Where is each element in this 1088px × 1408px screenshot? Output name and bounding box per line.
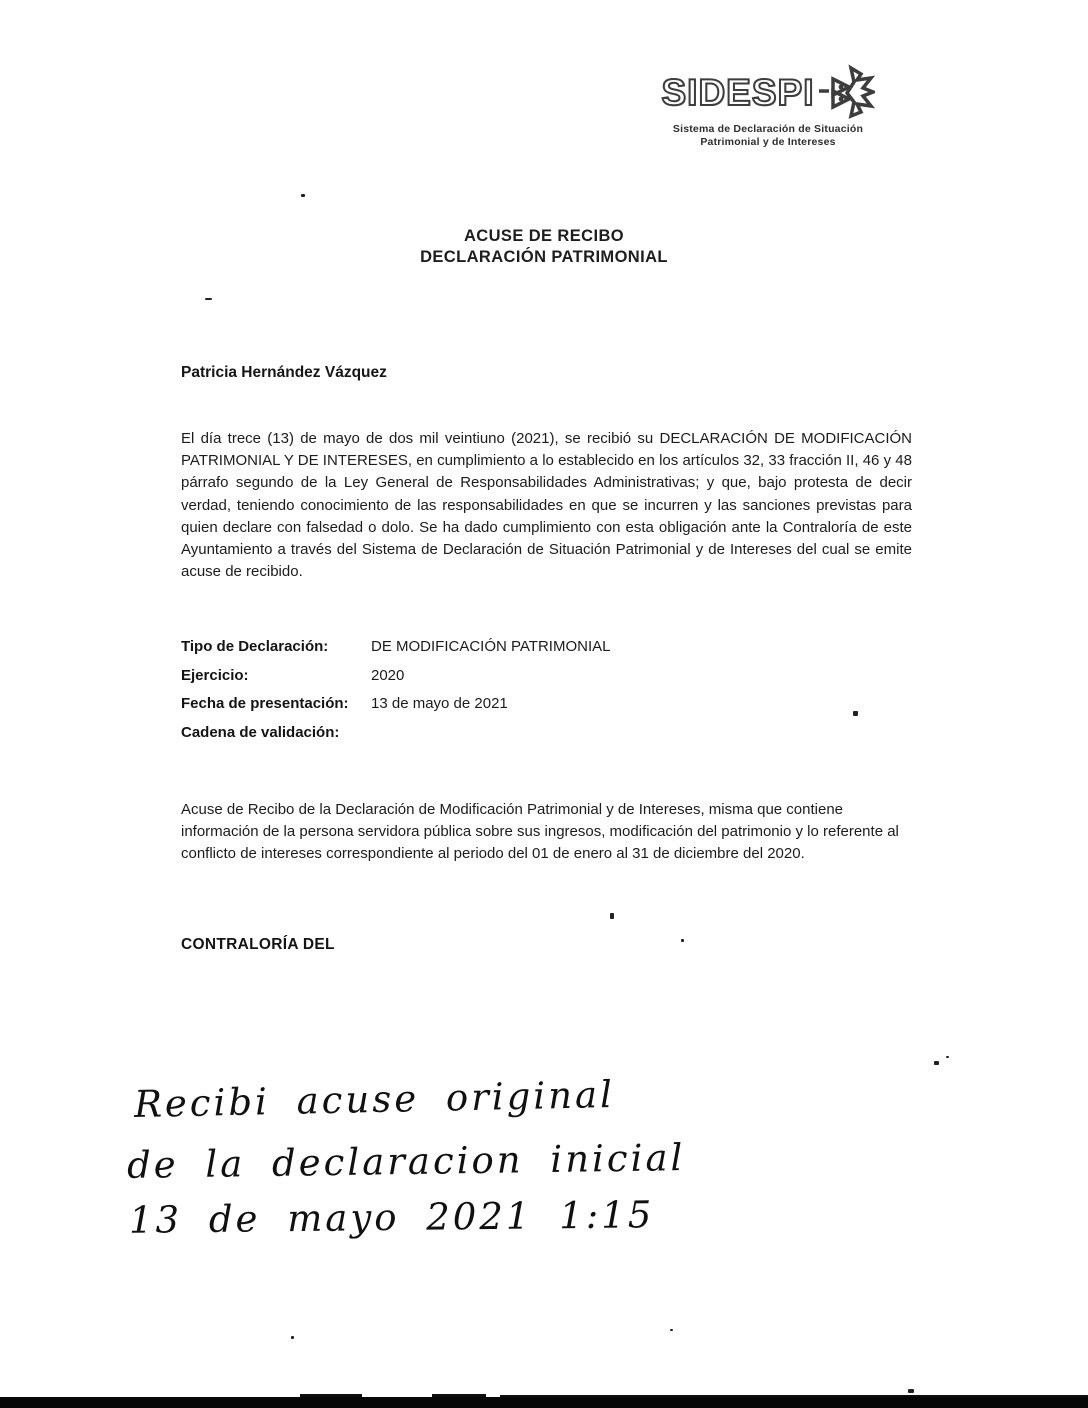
detail-label-tipo: Tipo de Declaración:: [181, 638, 329, 655]
sidespi-eagle-icon: [817, 64, 875, 120]
acuse-description-paragraph: Acuse de Recibo de la Declaración de Modificación Patrimonial y de Intereses, misma que contiene información de la persona servidora pública sobre sus ingresos, modificación del patrimonio y lo referente al conflicto de intereses correspondiente al periodo del 01 de enero al 31 de diciembre del 2020.: [181, 801, 899, 863]
document-title-line1: ACUSE DE RECIBO: [463, 227, 625, 245]
scan-bottom-edge: [0, 1397, 1088, 1408]
sidespi-tagline-line2: Patrimonial y de Intereses: [700, 136, 836, 148]
sidespi-logo: [648, 64, 888, 149]
issuer-name: CONTRALORÍA DEL: [181, 936, 335, 953]
detail-row-fecha: [181, 695, 801, 724]
ink-speck: [291, 1336, 294, 1339]
ink-speck: [301, 194, 305, 197]
ink-speck: [670, 1329, 673, 1331]
detail-row-cadena: [181, 724, 801, 753]
detail-row-tipo: [181, 638, 801, 667]
receipt-body-paragraph: El día trece (13) de mayo de dos mil veintiuno (2021), se recibió su DECLARACIÓN DE MODIFICACIÓN PATRIMONIAL Y DE INTERESES, en cumplimiento a lo establecido en los artículos 32, 33 fracción II, 46 y 48 párrafo segundo de la Ley General de Responsabilidades Administrativas; y que, bajo protesta de decir verdad, teniendo conocimiento de las responsabilidades en que se incurren y las sanciones previstas para quien declare con falsedad o dolo. Se ha dado cumplimiento con esta obligación ante la Contraloría de este Ayuntamiento a través del Sistema de Declaración de Situación Patrimonial y de Intereses del cual se emite acuse de recibido.: [181, 430, 912, 581]
ink-speck: [934, 1061, 939, 1065]
detail-row-ejercicio: [181, 667, 801, 696]
handwritten-note-line1: Recibi acuse original: [133, 1072, 616, 1127]
ink-speck: [908, 1389, 914, 1393]
detail-value-fecha: 13 de mayo de 2021: [371, 695, 508, 712]
handwritten-note-line3: 13 de mayo 2021 1:15: [128, 1193, 655, 1242]
ink-speck: [946, 1056, 949, 1058]
detail-value-ejercicio: 2020: [371, 666, 405, 684]
detail-label-cadena: Cadena de validación:: [181, 723, 340, 741]
handwritten-note-line2: de la declaracion inicial: [126, 1136, 686, 1187]
detail-value-tipo: DE MODIFICACIÓN PATRIMONIAL: [371, 638, 611, 655]
document-title: [0, 226, 1088, 268]
document-title-line2: DECLARACIÓN PATRIMONIAL: [420, 248, 668, 266]
detail-label-ejercicio: Ejercicio:: [181, 666, 249, 684]
ink-speck: [681, 939, 684, 942]
ink-speck: [205, 298, 212, 300]
ink-speck: [853, 711, 858, 716]
recipient-name: Patricia Hernández Vázquez: [181, 364, 387, 381]
sidespi-logo-row: [648, 64, 888, 120]
sidespi-tagline-line1: Sistema de Declaración de Situación: [672, 123, 864, 135]
detail-label-fecha: Fecha de presentación:: [181, 695, 349, 712]
ink-speck: [610, 913, 614, 919]
declaration-details: [181, 638, 801, 752]
sidespi-wordmark: SIDESPI: [661, 71, 815, 113]
sidespi-tagline: [648, 123, 888, 149]
